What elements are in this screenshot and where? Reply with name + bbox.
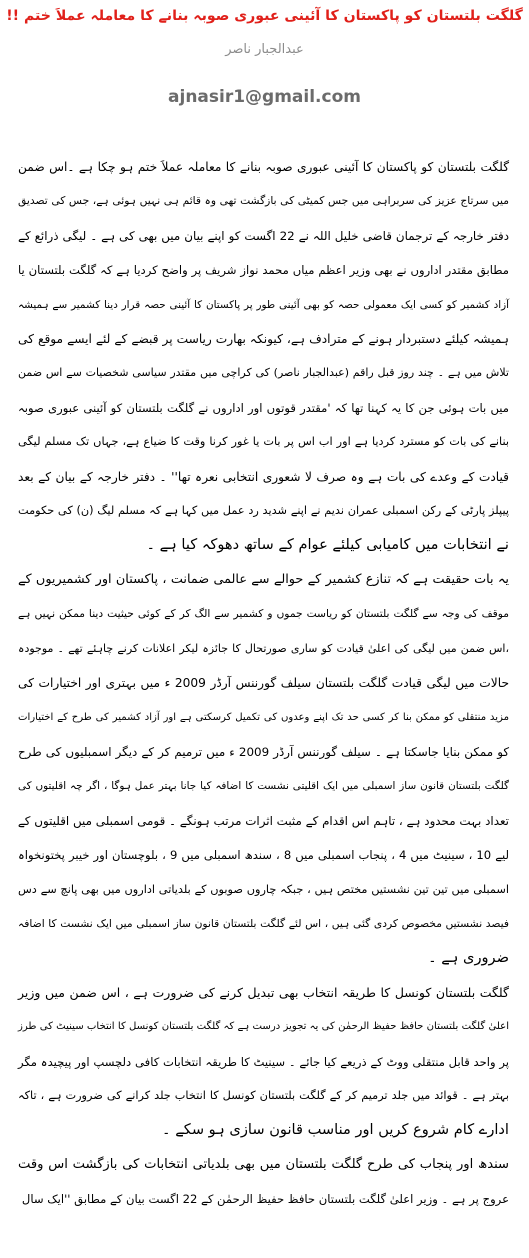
paragraph-line: تعداد بہت محدود ہے ، تاہم اس اقدام کے مثبت اثرات مرتب ہونگے ۔ قومی اسمبلی میں اقلیتوں کے (17, 813, 509, 828)
article-title: گلگت بلتستان کو پاکستان کا آئینی عبوری صوبہ بنانے کا معاملہ عملاََ ختم !! (6, 8, 523, 24)
paragraph-line: دفتر خارجہ کے ترجمان قاضی خلیل اللہ نے 22 اگست کو اپنے بیان میں بھی کی ہے ۔ لیگی ذرائع کے (18, 228, 510, 243)
paragraph-line: پیپلز پارٹی کے رکن اسمبلی عمران ندیم نے اپنے شدید رد عمل میں کہا ہے کہ مسلم لیگ (ن) کی حکومت (18, 504, 509, 518)
paragraph-line: موقف کی وجہ سے گلگت بلتستان کو ریاست جموں و کشمیر سے الگ کر کے کوئی حیثیت دینا ممکن نہیں ہے (18, 607, 509, 621)
paragraph-line: نے انتخابات میں کامیابی کیلئے عوام کے ساتھ دھوکہ کیا ہے ۔ (146, 536, 509, 554)
paragraph-line: تلاش میں ہے ۔ چند روز قبل راقم (عبدالجبار ناصر) کی کراچی میں مقتدر سیاسی شخصیات سے اس ضمن (18, 366, 509, 380)
paragraph-line: اعلیٰ گلگت بلتستان حافظ حفیظ الرحمٰن کی یہ تجویز درست ہے کہ گلگت بلتستان کونسل کا انتخاب سینیٹ کی طرز (18, 1021, 509, 1033)
paragraph-line: عروج پر ہے ۔ وزیر اعلیٰ گلگت بلتستان حافظ حفیظ الرحمٰن کے 22 اگست بیان کے مطابق ''ایک سال (21, 1192, 509, 1207)
paragraph-line: ضروری ہے ۔ (428, 949, 509, 967)
article-paragraph (18, 1148, 509, 1217)
article-paragraph (18, 976, 509, 1148)
paragraph-line: بہتر ہے ۔ قوائد میں جلد ترمیم کر کے گلگت بلتستان کونسل کا انتخاب جلد کرانے کی ضرورت ہے ، تاکہ (18, 1088, 509, 1102)
paragraph-line: گلگت بلتستان کونسل کا طریقہ انتخاب بھی تبدیل کرنے کی ضرورت ہے ، اس ضمن میں وزیر (18, 984, 509, 1000)
paragraph-line: فیصد نشستیں مخصوص کردی گئی ہیں ، اس لئے گلگت بلتستان قانون ساز اسمبلی میں ایک نشست کا اضافہ (18, 916, 509, 930)
article-paragraph (18, 150, 509, 563)
paragraph-line: مزید منتقلی کو ممکن بنا کر کسی حد تک اپنے وعدوں کی تکمیل کرسکتی ہے اور آزاد کشمیر کی طرح کے اختیارات (18, 711, 509, 723)
paragraph-line: پر واحد قابل منتقلی ووٹ کے ذریعے کیا جائے ۔ سینیٹ کا طریقہ انتخابات کافی دلچسپ اور پیچیدہ مگر (18, 1054, 509, 1069)
paragraph-line: لیے 10 ، سینیٹ میں 4 ، پنجاب اسمبلی میں 8 ، سندھ اسمبلی میں 9 ، بلوچستان اور خیبر پختونخواہ (18, 848, 510, 863)
paragraph-line: ہمیشہ کیلئے دستبردار ہونے کے مترادف ہے، کیونکہ بھارت ریاست پر قبضے کے لئے ایسے موقع کی (18, 332, 509, 347)
paragraph-line: اسمبلی میں تین تین نشستیں مختص ہیں ، جبکہ چاروں صوبوں کے بلدیاتی اداروں میں بھی پانچ سے دس (18, 882, 509, 896)
author-email[interactable]: ajnasir1@gmail.com (168, 87, 361, 107)
paragraph-line: میں بات ہوئی جن کا یہ کہنا تھا کہ 'مقتدر قوتوں اور اداروں نے گلگت بلتستان کو آئینی عبوری صوبہ (18, 400, 509, 415)
paragraph-line: گلگت بلتستان کو پاکستان کا آئینی عبوری صوبہ بنانے کا معاملہ عملاََ ختم ہو چکا ہے ۔اس ضمن (18, 160, 509, 174)
paragraph-line: ،اس ضمن میں لیگی کی اعلیٰ قیادت کو ساری صورتحال کا جائزہ لیکر اعلانات کرنے چاہئے تھے ۔ موجودہ (18, 641, 509, 655)
author-name: عبدالجبار ناصر (225, 42, 304, 57)
paragraph-line: حالات میں لیگی قیادت گلگت بلتستان سیلف گورننس آرڈر 2009 ء میں بہتری اور اختیارات کی (18, 676, 509, 691)
paragraph-line: گلگت بلتستان قانون ساز اسمبلی میں ایک اقلیتی نشست کا اضافہ کیا جانا بہتر عمل ہوگا ، اگر چہ اقلیتوں کی (18, 780, 509, 793)
paragraph-line: یہ بات حقیقت ہے کہ تنازع کشمیر کے حوالے سے عالمی ضمانت ، پاکستان اور کشمیریوں کے (18, 571, 509, 587)
paragraph-line: قیادت کے وعدے کی بات ہے وہ صرف لا شعوری انتخابی نعرہ تھا'' ۔ دفتر خارجہ کے بیان کے بعد (18, 469, 509, 484)
paragraph-line: ادارے کام شروع کریں اور مناسب قانون سازی ہو سکے ۔ (162, 1121, 509, 1139)
paragraph-line: بنانے کی بات کو مسترد کردیا ہے اور اب اس پر بات یا غور کرنا وقت کا ضیاع ہے، جہاں تک مسلم لیگی (18, 435, 509, 449)
paragraph-line: آزاد کشمیر کو کسی ایک معمولی حصہ کو بھی آئینی طور پر پاکستان کا آئینی حصہ قرار دینا کشمیر سے ہمیشہ (18, 298, 509, 311)
paragraph-line: مطابق مقتدر اداروں نے بھی وزیر اعظم میاں محمد نواز شریف پر واضح کردیا ہے کہ گلگت بلتستان یا (18, 263, 509, 278)
paragraph-line: سندھ اور پنجاب کی طرح گلگت بلتستان میں بھی بلدیاتی انتخابات کی بازگشت اس وقت (18, 1156, 509, 1172)
article-paragraph (18, 563, 509, 976)
paragraph-line: میں سرتاج عزیز کی سربراہی میں جس کمیٹی کی بازگشت تھی وہ قائم ہی نہیں ہوئی ہے، جس کی تصدیق (18, 194, 509, 208)
article-body (18, 150, 509, 1217)
paragraph-line: کو ممکن بنایا جاسکتا ہے ۔ سیلف گورننس آرڈر 2009 ء میں ترمیم کر کے دیگر اسمبلیوں کی طرح (18, 744, 509, 759)
